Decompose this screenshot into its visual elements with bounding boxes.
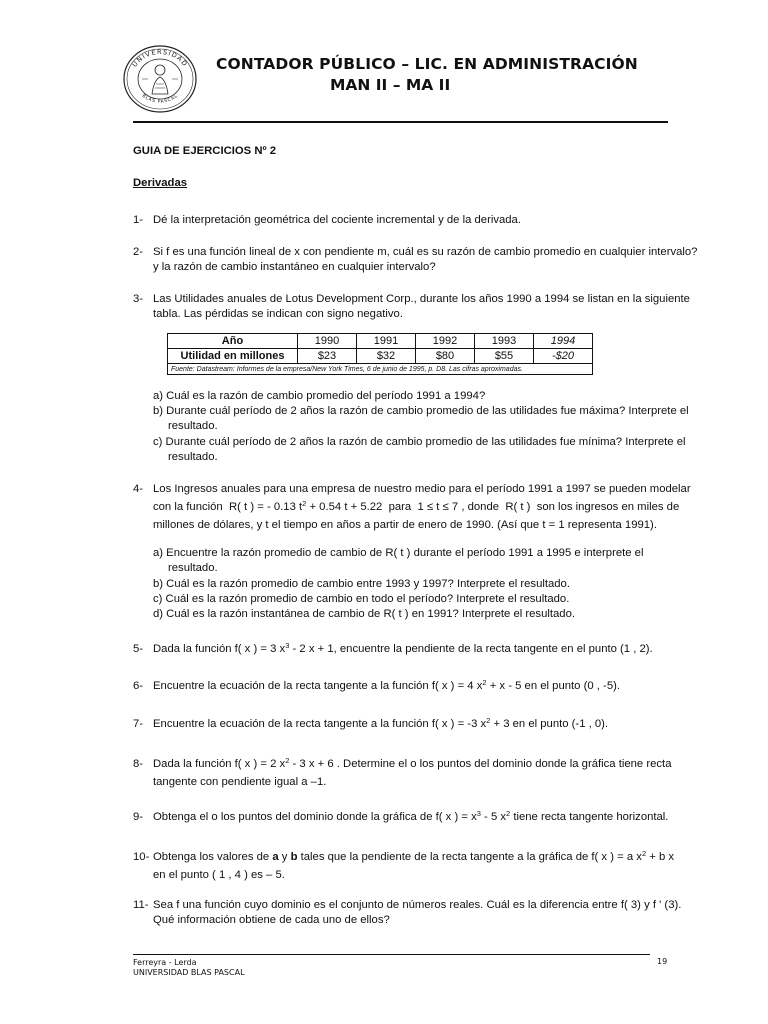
- table-cell: 1991: [357, 334, 416, 349]
- q2-number: 2-: [133, 246, 144, 258]
- q1-number: 1-: [133, 214, 144, 226]
- q5-number: 5-: [133, 643, 144, 655]
- table-cell: 1993: [475, 334, 534, 349]
- q3-number: 3-: [133, 293, 144, 305]
- q5-text-post: - 2 x + 1, encuentre la pendiente de la recta tangente en el punto (1 , 2).: [289, 643, 653, 655]
- q5-text: [153, 642, 653, 657]
- q7-number: 7-: [133, 718, 144, 730]
- q10-var-a: a: [272, 851, 279, 863]
- q4-item-a-line2: resultado.: [168, 562, 218, 574]
- q4-item-c: c) Cuál es la razón promedio de cambio en todo el período? Interprete el resultado.: [153, 593, 570, 605]
- q5-text-pre: Dada la función f( x ) = 3 x: [153, 643, 286, 655]
- q8-text-pre: Dada la función f( x ) = 2 x: [153, 758, 286, 770]
- q4-function-exponent: 2: [302, 499, 307, 508]
- q10-var-b: b: [290, 851, 298, 863]
- seal-text-bottom: BLAS PASCAL: [140, 93, 180, 105]
- table-cell: $80: [416, 349, 475, 364]
- q9-number: 9-: [133, 811, 144, 823]
- q11-line1: Sea f una función cuyo dominio es el conjunto de números reales. Cuál es la diferencia entre f( 3) y f ' (3).: [153, 899, 682, 911]
- university-seal: [122, 44, 198, 114]
- header-rule: [133, 121, 668, 123]
- svg-text:UNIVERSIDAD: [131, 48, 190, 69]
- q3-item-b-line1: b) Durante cuál período de 2 años la razón de cambio promedio de las utilidades fue máxima? Interprete el: [153, 405, 689, 417]
- q4-item-d: d) Cuál es la razón instantánea de cambio de R( t ) en 1991? Interprete el resultado.: [153, 608, 576, 620]
- q10-line1: [153, 850, 674, 865]
- q4-number: 4-: [133, 483, 144, 495]
- footer-authors: Ferreyra - Lerda: [133, 958, 197, 967]
- table-header-profit: Utilidad en millones: [168, 349, 298, 364]
- q6-exponent: 2: [482, 678, 487, 687]
- table-cell: 1990: [298, 334, 357, 349]
- q6-text-post: + x - 5 en el punto (0 , -5).: [486, 680, 620, 692]
- q4-item-a-line1: a) Encuentre la razón promedio de cambio de R( t ) durante el período 1991 a 1995 e interprete el: [153, 547, 644, 559]
- q11-number: 11-: [133, 899, 149, 911]
- q5-exponent: 3: [285, 641, 290, 650]
- q8-line2: tangente con pendiente igual a –1.: [153, 776, 327, 788]
- q4-line2-a: con la función: [153, 501, 223, 513]
- q10-text-y: y: [278, 851, 291, 863]
- q3-item-a: a) Cuál es la razón de cambio promedio del período 1991 a 1994?: [153, 390, 486, 402]
- q4-line2-d: son los ingresos en miles de: [536, 501, 680, 513]
- q7-text-post: + 3 en el punto (-1 , 0).: [490, 718, 609, 730]
- q8-number: 8-: [133, 758, 144, 770]
- q4-item-b: b) Cuál es la razón promedio de cambio entre 1993 y 1997? Interprete el resultado.: [153, 578, 570, 590]
- profits-table: [167, 333, 593, 375]
- q3-item-c-line2: resultado.: [168, 451, 218, 463]
- q4-line1: Los Ingresos anuales para una empresa de nuestro medio para el período 1991 a 1997 se pueden modelar: [153, 483, 691, 495]
- q4-line2: [153, 500, 679, 515]
- q10-exponent: 2: [641, 849, 647, 858]
- table-cell: 1994: [534, 334, 593, 349]
- q10-line2: en el punto ( 1 , 4 ) es – 5.: [153, 869, 285, 881]
- q9-exponent-2: 2: [506, 809, 511, 818]
- guide-title: GUIA DE EJERCICIOS Nº 2: [133, 145, 277, 157]
- q7-text: [153, 717, 608, 732]
- q3-line1: Las Utilidades anuales de Lotus Development Corp., durante los años 1990 a 1994 se listan en la siguiente: [153, 293, 690, 305]
- table-row-years: [168, 334, 593, 349]
- q9-text: [153, 810, 668, 825]
- q9-exponent-1: 3: [476, 809, 481, 818]
- q4-range: 1 ≤ t ≤ 7: [417, 501, 459, 513]
- q10-text-post: + b x: [646, 851, 675, 863]
- q11-line2: Qué información obtiene de cada uno de ellos?: [153, 914, 390, 926]
- q4-function: [229, 501, 382, 513]
- q4-function-tail: + 0.54 t + 5.22: [306, 501, 383, 513]
- q1-text: Dé la interpretación geométrica del cociente incremental y de la derivada.: [153, 214, 521, 226]
- q10-text-mid: tales que la pendiente de la recta tangente a la gráfica de f( x ) = a x: [297, 851, 642, 863]
- table-row-profits: [168, 349, 593, 364]
- q9-text-mid: - 5 x: [480, 811, 507, 823]
- header-title-line2: MAN II – MA II: [330, 76, 451, 94]
- section-title: Derivadas: [133, 177, 188, 189]
- q3-item-b-line2: resultado.: [168, 420, 218, 432]
- q2-line2: y la razón de cambio instantáneo en cualquier intervalo?: [153, 261, 436, 273]
- q8-exponent: 2: [285, 756, 290, 765]
- table-row-source: [168, 364, 593, 375]
- q8-text-post: - 3 x + 6 . Determine el o los puntos del dominio donde la gráfica tiene recta: [289, 758, 672, 770]
- q4-r: R( t ): [505, 501, 531, 513]
- q2-line1: Si f es una función lineal de x con pendiente m, cuál es su razón de cambio promedio en cualquier intervalo?: [153, 246, 698, 258]
- table-cell: $55: [475, 349, 534, 364]
- q3-line2: tabla. Las pérdidas se indican con signo negativo.: [153, 308, 403, 320]
- q9-text-post: tiene recta tangente horizontal.: [510, 811, 669, 823]
- header-title-line1: CONTADOR PÚBLICO – LIC. EN ADMINISTRACIÓN: [216, 55, 638, 73]
- q10-text-pre: Obtenga los valores de: [153, 851, 273, 863]
- q8-line1: [153, 757, 671, 772]
- table-header-year: Año: [168, 334, 298, 349]
- q6-number: 6-: [133, 680, 144, 692]
- q9-text-pre: Obtenga el o los puntos del dominio donde la gráfica de f( x ) = x: [153, 811, 477, 823]
- q4-line3: millones de dólares, y t el tiempo en años a partir de enero de 1990. (Así que t = 1 representa 1991).: [153, 519, 657, 531]
- page-number: 19: [657, 957, 668, 966]
- table-cell: $23: [298, 349, 357, 364]
- seal-text-top: UNIVERSIDAD: [130, 47, 190, 69]
- table-source: Fuente: Datastream: Informes de la empresa/New York Times, 6 de junio de 1995, p. D8. Las cifras aproximadas.: [168, 364, 593, 375]
- q7-text-pre: Encuentre la ecuación de la recta tangente a la función f( x ) = -3 x: [153, 718, 487, 730]
- q4-line2-b: para: [388, 501, 412, 513]
- table-cell: 1992: [416, 334, 475, 349]
- footer-university: UNIVERSIDAD BLAS PASCAL: [133, 968, 245, 977]
- q6-text: [153, 679, 620, 694]
- q6-text-pre: Encuentre la ecuación de la recta tangente a la función f( x ) = 4 x: [153, 680, 483, 692]
- q4-line2-c: , donde: [461, 501, 500, 513]
- table-cell: -$20: [534, 349, 593, 364]
- footer-rule: [133, 954, 650, 955]
- q10-number: 10-: [133, 851, 150, 863]
- q4-function-lead: R( t ) = - 0.13 t: [229, 501, 303, 513]
- table-cell: $32: [357, 349, 416, 364]
- q3-item-c-line1: c) Durante cuál período de 2 años la razón de cambio promedio de las utilidades fue mínima? Interprete el: [153, 436, 686, 448]
- q7-exponent: 2: [486, 716, 491, 725]
